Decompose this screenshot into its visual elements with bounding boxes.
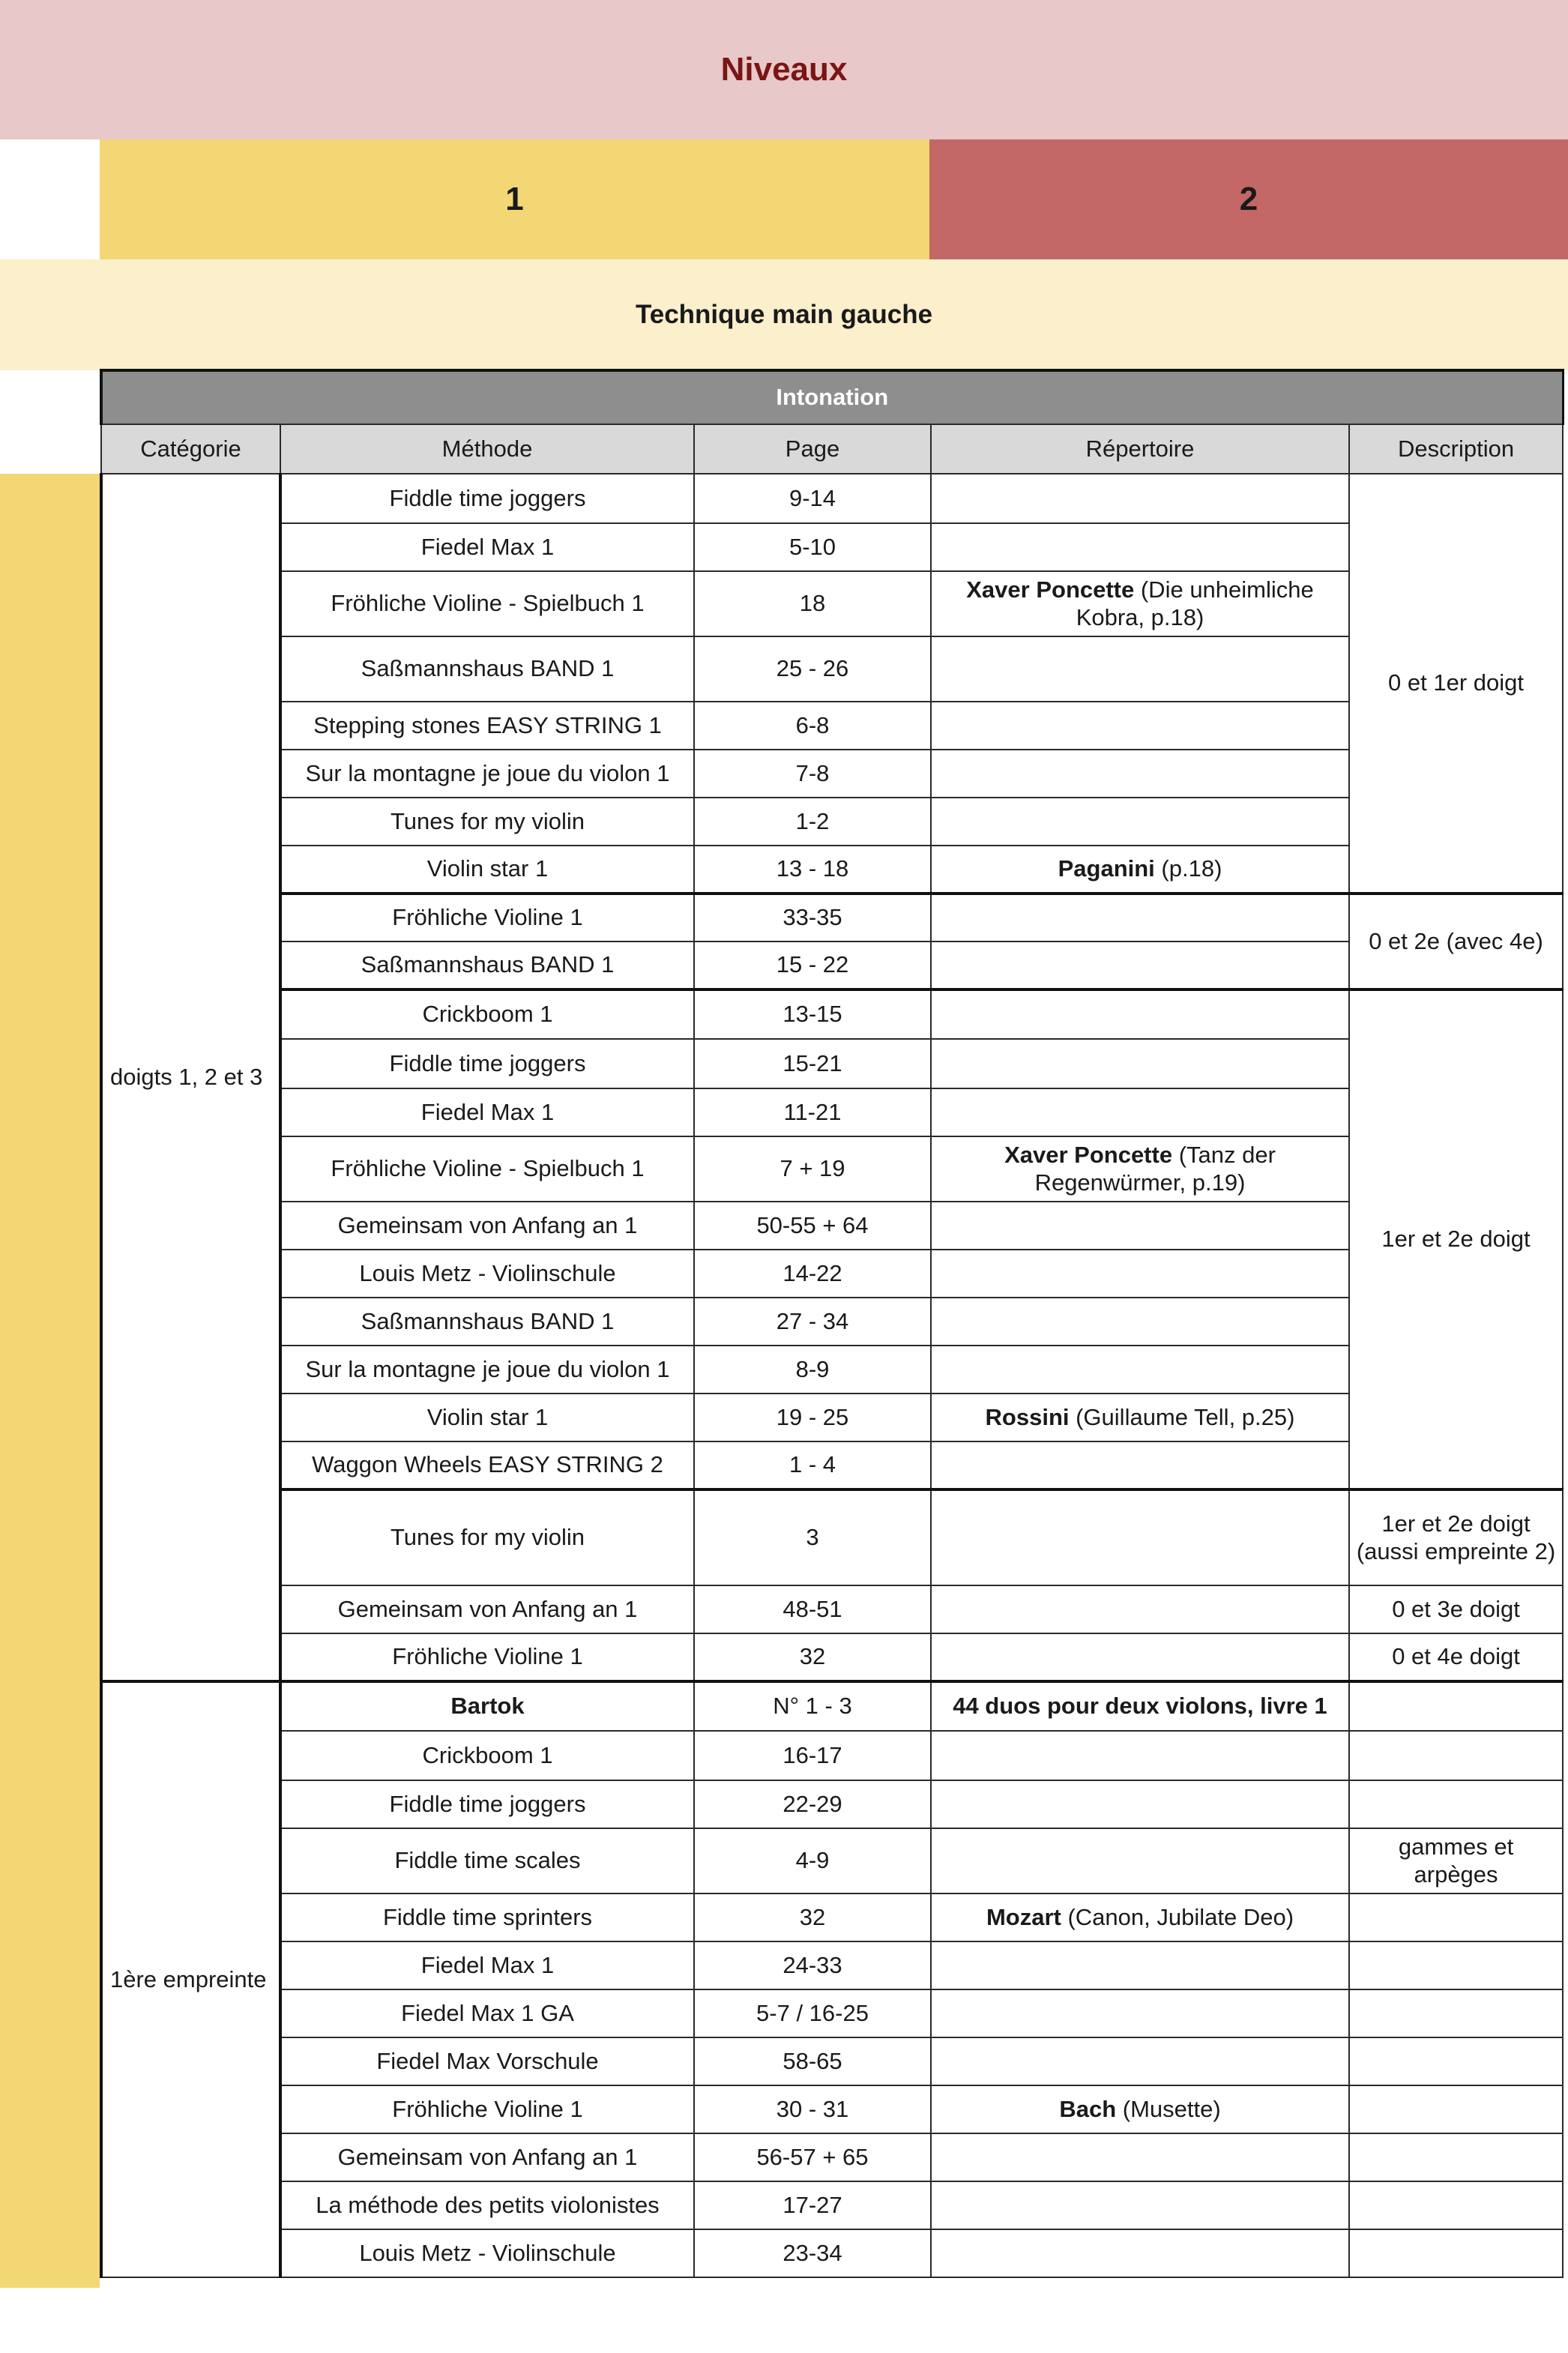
methode-cell: Fröhliche Violine - Spielbuch 1 — [280, 571, 694, 636]
methode-cell: Fiedel Max 1 — [280, 523, 694, 571]
repertoire-piece: (Canon, Jubilate Deo) — [1061, 1903, 1294, 1930]
table-title: Intonation — [101, 370, 1563, 424]
methode-cell: Tunes for my violin — [280, 1489, 694, 1585]
page-cell: 56-57 + 65 — [694, 2133, 931, 2181]
page-cell: 15 - 22 — [694, 941, 931, 989]
intonation-table — [100, 369, 1564, 2278]
page-cell: 18 — [694, 571, 931, 636]
page-cell: 48-51 — [694, 1585, 931, 1633]
page-cell: 16-17 — [694, 1731, 931, 1780]
description-cell: 0 et 3e doigt — [1349, 1585, 1563, 1633]
repertoire-cell — [931, 1780, 1349, 1828]
methode-cell: Fröhliche Violine 1 — [280, 894, 694, 941]
page-cell: 7 + 19 — [694, 1136, 931, 1202]
description-cell — [1349, 2229, 1563, 2277]
methode-cell: Waggon Wheels EASY STRING 2 — [280, 1441, 694, 1489]
repertoire-composer: Rossini — [985, 1403, 1070, 1430]
page-cell: 22-29 — [694, 1780, 931, 1828]
level-1-header: 1 — [100, 139, 929, 259]
repertoire-cell — [931, 2037, 1349, 2085]
table-row — [101, 2181, 1563, 2229]
page-cell: 8-9 — [694, 1346, 931, 1394]
table-row — [101, 1088, 1563, 1136]
page-cell: 4-9 — [694, 1828, 931, 1893]
methode-cell: Sur la montagne je joue du violon 1 — [280, 1346, 694, 1394]
repertoire-cell — [931, 523, 1349, 571]
description-cell — [1349, 1731, 1563, 1780]
table-body — [101, 474, 1563, 2277]
page-cell: 15-21 — [694, 1039, 931, 1088]
table-row — [101, 2229, 1563, 2277]
page-cell: 32 — [694, 1893, 931, 1941]
methode-cell: Fiddle time joggers — [280, 474, 694, 523]
methode-cell: Fröhliche Violine 1 — [280, 1633, 694, 1681]
table-row — [101, 1136, 1563, 1202]
table-row — [101, 1202, 1563, 1250]
table-row — [101, 1298, 1563, 1346]
niveaux-banner — [0, 0, 1568, 139]
methode-cell: Saßmannshaus BAND 1 — [280, 941, 694, 989]
page-cell: 50-55 + 64 — [694, 1202, 931, 1250]
repertoire-cell — [931, 2229, 1349, 2277]
repertoire-cell — [931, 1088, 1349, 1136]
column-header-description: Description — [1349, 424, 1563, 474]
table-row — [101, 702, 1563, 750]
table-row — [101, 750, 1563, 798]
page-cell: 30 - 31 — [694, 2085, 931, 2133]
methode-cell: Saßmannshaus BAND 1 — [280, 1298, 694, 1346]
repertoire-cell — [931, 2133, 1349, 2181]
table-row — [101, 1941, 1563, 1989]
methode-cell: Fiedel Max 1 GA — [280, 1989, 694, 2037]
repertoire-piece: (Die unheimliche Kobra, p.18) — [1076, 576, 1314, 630]
repertoire-cell — [931, 1346, 1349, 1394]
table-row — [101, 1250, 1563, 1298]
repertoire-cell — [931, 1893, 1349, 1941]
description-cell — [1349, 1941, 1563, 1989]
repertoire-piece: (Guillaume Tell, p.25) — [1069, 1403, 1295, 1430]
methode-cell: Fröhliche Violine 1 — [280, 2085, 694, 2133]
category-cell: 1ère empreinte — [101, 1681, 280, 2277]
repertoire-cell — [931, 1250, 1349, 1298]
repertoire-piece: (Musette) — [1116, 2095, 1221, 2122]
repertoire-cell — [931, 2085, 1349, 2133]
page-cell: 5-7 / 16-25 — [694, 1989, 931, 2037]
repertoire-cell — [931, 636, 1349, 702]
page-cell: 33-35 — [694, 894, 931, 941]
table-row — [101, 1394, 1563, 1441]
table-row — [101, 1989, 1563, 2037]
repertoire-cell — [931, 1585, 1349, 1633]
description-cell — [1349, 1780, 1563, 1828]
repertoire-cell — [931, 474, 1349, 523]
table-row — [101, 1893, 1563, 1941]
table-row — [101, 523, 1563, 571]
repertoire-composer: Bach — [1059, 2095, 1117, 2122]
table-row — [101, 1346, 1563, 1394]
repertoire-piece: (p.18) — [1154, 855, 1222, 882]
repertoire-composer: Xaver Poncette — [966, 576, 1135, 603]
description-cell — [1349, 2085, 1563, 2133]
description-cell: gammes et arpèges — [1349, 1828, 1563, 1893]
description-cell: 0 et 4e doigt — [1349, 1633, 1563, 1681]
niveaux-title: Niveaux — [720, 51, 848, 88]
methode-cell: Fiddle time scales — [280, 1828, 694, 1893]
page-cell: 9-14 — [694, 474, 931, 523]
column-header-repertoire: Répertoire — [931, 424, 1349, 474]
table-row — [101, 571, 1563, 636]
level-2-header: 2 — [929, 139, 1568, 259]
repertoire-piece: (Tanz der Regenwürmer, p.19) — [1034, 1141, 1276, 1196]
column-header-categorie: Catégorie — [101, 424, 280, 474]
description-cell — [1349, 2037, 1563, 2085]
methode-cell: Crickboom 1 — [280, 1731, 694, 1780]
page-cell: 6-8 — [694, 702, 931, 750]
methode-cell: La méthode des petits violonistes — [280, 2181, 694, 2229]
methode-cell: Louis Metz - Violinschule — [280, 2229, 694, 2277]
page-cell: 25 - 26 — [694, 636, 931, 702]
repertoire-composer: Mozart — [986, 1903, 1061, 1930]
repertoire-cell — [931, 702, 1349, 750]
repertoire-cell — [931, 2181, 1349, 2229]
table-row — [101, 1633, 1563, 1681]
category-cell: doigts 1, 2 et 3 — [101, 474, 280, 1681]
repertoire-cell — [931, 571, 1349, 636]
methode-cell: Fiedel Max 1 — [280, 1941, 694, 1989]
page-cell: 17-27 — [694, 2181, 931, 2229]
methode-cell: Fiddle time joggers — [280, 1780, 694, 1828]
page-cell: 13 - 18 — [694, 846, 931, 894]
repertoire-cell — [931, 1989, 1349, 2037]
repertoire-composer: Paganini — [1058, 855, 1155, 882]
methode-cell: Gemeinsam von Anfang an 1 — [280, 1585, 694, 1633]
page-cell: 1 - 4 — [694, 1441, 931, 1489]
table-row — [101, 846, 1563, 894]
description-cell — [1349, 1989, 1563, 2037]
page-cell: 58-65 — [694, 2037, 931, 2085]
methode-cell: Crickboom 1 — [280, 989, 694, 1039]
table-row — [101, 1828, 1563, 1893]
level-1-stripe — [0, 474, 100, 2288]
table-row — [101, 2085, 1563, 2133]
repertoire-cell — [931, 1441, 1349, 1489]
repertoire-cell — [931, 1136, 1349, 1202]
page-cell: 23-34 — [694, 2229, 931, 2277]
repertoire-cell — [931, 750, 1349, 798]
repertoire-cell — [931, 798, 1349, 846]
table-row — [101, 1731, 1563, 1780]
table-row — [101, 1441, 1563, 1489]
description-cell: 0 et 2e (avec 4e) — [1349, 894, 1563, 989]
table-row — [101, 894, 1563, 941]
description-cell — [1349, 1681, 1563, 1731]
methode-cell: Tunes for my violin — [280, 798, 694, 846]
column-header-methode: Méthode — [280, 424, 694, 474]
column-header-page: Page — [694, 424, 931, 474]
methode-cell: Fiddle time sprinters — [280, 1893, 694, 1941]
repertoire-cell — [931, 1633, 1349, 1681]
table-row — [101, 1489, 1563, 1585]
methode-cell: Fröhliche Violine - Spielbuch 1 — [280, 1136, 694, 1202]
methode-cell: Gemeinsam von Anfang an 1 — [280, 1202, 694, 1250]
repertoire-composer: 44 duos pour deux violons, livre 1 — [953, 1693, 1327, 1720]
table-row — [101, 1039, 1563, 1088]
repertoire-cell — [931, 1394, 1349, 1441]
repertoire-cell — [931, 941, 1349, 989]
methode-cell: Bartok — [280, 1681, 694, 1731]
repertoire-cell — [931, 894, 1349, 941]
page-cell: 3 — [694, 1489, 931, 1585]
page-cell: 24-33 — [694, 1941, 931, 1989]
table-row — [101, 1780, 1563, 1828]
repertoire-cell — [931, 1489, 1349, 1585]
methode-cell: Sur la montagne je joue du violon 1 — [280, 750, 694, 798]
description-cell — [1349, 1893, 1563, 1941]
repertoire-cell — [931, 1941, 1349, 1989]
page-cell: 13-15 — [694, 989, 931, 1039]
section-title: Technique main gauche — [0, 259, 1568, 370]
methode-cell: Gemeinsam von Anfang an 1 — [280, 2133, 694, 2181]
repertoire-cell — [931, 1731, 1349, 1780]
page-cell: 1-2 — [694, 798, 931, 846]
methode-cell: Fiedel Max 1 — [280, 1088, 694, 1136]
table-row — [101, 989, 1563, 1039]
description-cell — [1349, 2181, 1563, 2229]
description-cell: 1er et 2e doigt — [1349, 989, 1563, 1489]
repertoire-cell — [931, 1202, 1349, 1250]
repertoire-cell — [931, 846, 1349, 894]
table-row — [101, 2037, 1563, 2085]
methode-cell: Fiddle time joggers — [280, 1039, 694, 1088]
methode-cell: Saßmannshaus BAND 1 — [280, 636, 694, 702]
page-cell: 7-8 — [694, 750, 931, 798]
table-row — [101, 474, 1563, 523]
table-row — [101, 636, 1563, 702]
table-row — [101, 1585, 1563, 1633]
repertoire-composer: Xaver Poncette — [1004, 1141, 1173, 1168]
repertoire-cell — [931, 1828, 1349, 1893]
table-row — [101, 1681, 1563, 1731]
page-cell: 11-21 — [694, 1088, 931, 1136]
page-cell: 27 - 34 — [694, 1298, 931, 1346]
page-cell: N° 1 - 3 — [694, 1681, 931, 1731]
table-row — [101, 941, 1563, 989]
description-cell: 1er et 2e doigt (aussi empreinte 2) — [1349, 1489, 1563, 1585]
repertoire-cell — [931, 1681, 1349, 1731]
table-row — [101, 2133, 1563, 2181]
methode-cell: Louis Metz - Violinschule — [280, 1250, 694, 1298]
page-cell: 19 - 25 — [694, 1394, 931, 1441]
methode-cell: Stepping stones EASY STRING 1 — [280, 702, 694, 750]
page-cell: 5-10 — [694, 523, 931, 571]
description-cell — [1349, 2133, 1563, 2181]
repertoire-cell — [931, 989, 1349, 1039]
methode-cell: Fiedel Max Vorschule — [280, 2037, 694, 2085]
page-cell: 32 — [694, 1633, 931, 1681]
repertoire-cell — [931, 1298, 1349, 1346]
description-cell: 0 et 1er doigt — [1349, 474, 1563, 894]
table-row — [101, 798, 1563, 846]
page-cell: 14-22 — [694, 1250, 931, 1298]
methode-cell: Violin star 1 — [280, 846, 694, 894]
repertoire-cell — [931, 1039, 1349, 1088]
methode-cell: Violin star 1 — [280, 1394, 694, 1441]
